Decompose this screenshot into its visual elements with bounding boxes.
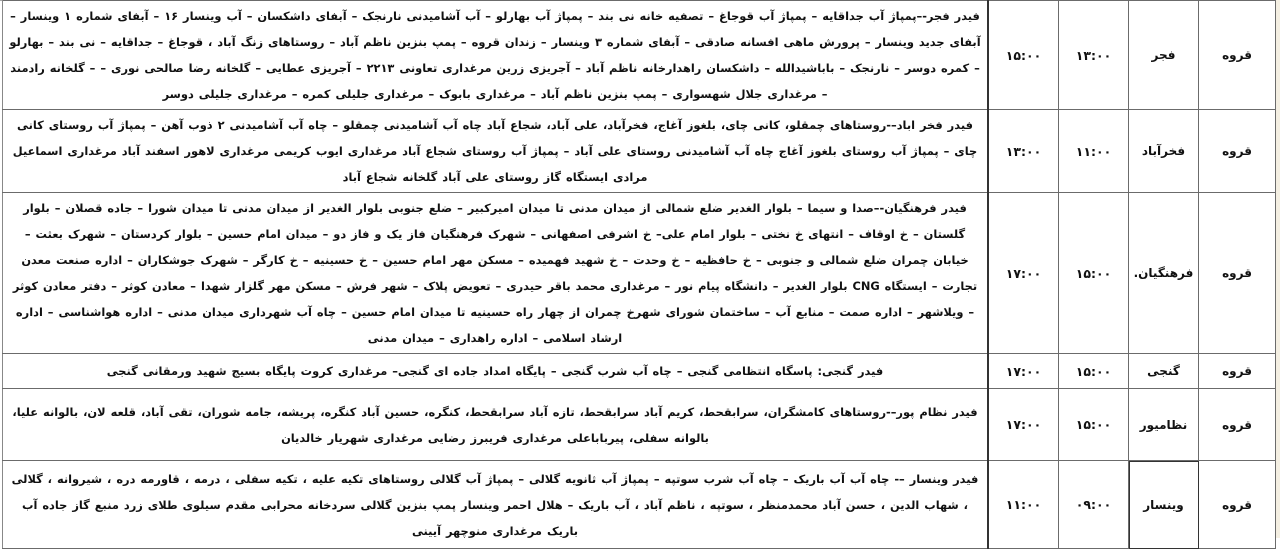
affected-areas-cell: فیدر فجر-–پمپاژ آب جداقایه – پمپاژ آب قوجاغ – تصفیه خانه نی بند – پمپاژ آب بهارلو – آب آشامیدنی نارنجک – آبفای داشکسان – آب وینسار ۱۶ – آبفای شماره ۱ وینسار – آبفای جدید وینسار – پرورش ماهی افسانه صادقی – آبفای شماره ۳ وینسار – زندان قروه – پمپ بنزین ناظم آباد – روستاهای زنگ آباد ، قوجاغ – جداقایه – نی بند – بهارلو – کمره دوسر – نارنجک – باباشیدالله – داشکسان راهدارخانه ناظم آباد – آجریزی زرین مرغداری تعاونی ۲۲۱۳ – آجریزی عطایی – گلخانه رضا صالحی نوری – – گلخانه رادمند – مرغداری جلال شهسواری – پمپ بنزین ناظم آباد – مرغداری بابوک – مرغداری جلیلی کمره – مرغداری جلیلی دوسر [3, 1, 989, 110]
end-time-cell: ۱۳:۰۰ [988, 110, 1059, 193]
city-cell: قروه [1199, 389, 1276, 461]
feeder-cell: فرهنگیان. [1129, 193, 1199, 354]
city-cell: قروه [1199, 110, 1276, 193]
feeder-cell: وینسار [1129, 461, 1199, 549]
feeder-cell: گنجی [1129, 354, 1199, 389]
start-time-cell: ۰۹:۰۰ [1059, 461, 1129, 549]
start-time-cell: ۱۵:۰۰ [1059, 193, 1129, 354]
affected-areas-cell: فیدر فرهنگیان-–صدا و سیما – بلوار الغدیر ضلع شمالی از میدان مدنی تا میدان امیرکبیر – ضلع جنوبی بلوار الغدیر از میدان مدنی تا میدان شورا – جاده قصلان – بلوار گلستان – خ اوقاف – انتهای خ نختی – بلوار امام علی– خ اشرفی اصفهانی – شهرک فرهنگیان فاز یک و فاز دو – میدان امام حسین – بلوار کردستان – شهرک بعثت – خیابان چمران ضلع شمالی و جنوبی – خ حافظیه – خ وحدت – خ شهید فهمیده – مسکن مهر امام حسین – خ حسینیه – خ کارگر – شهرک جوشکاران – اداره صنعت معدن تجارت – ایستگاه CNG بلوار الغدیر – دانشگاه پیام نور – مرغداری محمد باقر حیدری – تعویض پلاک – شهر فرش – مسکن مهر گلزار شهدا – معادن کوثر – دفتر معادن کوثر – ویلاشهر – اداره صمت – منابع آب – ساختمان شورای شهرخ چمران از چهار راه حسینیه تا میدان امام حسین – چاه آب شهرداری میدان مدنی – اداره هواشناسی – اداره ارشاد اسلامی – اداره راهداری – میدان مدنی [3, 193, 989, 354]
end-time-cell: ۱۷:۰۰ [988, 354, 1059, 389]
end-time-cell: ۱۷:۰۰ [988, 389, 1059, 461]
affected-areas-cell: فیدر فخر اباد–-روستاهای چمقلو، کانی چای، بلغوز آغاج، فخرآباد، علی آباد، شجاع آباد چاه آب آشامیدنی چمقلو – چاه آب آشامیدنی ۲ ذوب آهن – پمپاژ آب روستای کانی چای – پمپاژ آب روستای بلغوز آغاج چاه آب آشامیدنی روستای علی آباد – پمپاژ آب روستای شجاع آباد مرغداری ایوب کریمی مرغداری لاهور اسفند آباد مرغداری اسماعیل مرادی ایستگاه گاز روستای علی آباد گلخانه شجاع آباد [3, 110, 989, 193]
city-cell: قروه [1199, 461, 1276, 549]
outage-schedule-table [2, 0, 1276, 549]
table-row [3, 193, 1276, 354]
page-edge [1276, 0, 1280, 538]
end-time-cell: ۱۷:۰۰ [988, 193, 1059, 354]
start-time-cell: ۱۵:۰۰ [1059, 389, 1129, 461]
affected-areas-cell: فیدر گنجی: پاسگاه انتظامی گنجی – چاه آب شرب گنجی – پایگاه امداد جاده ای گنجی– مرغداری کروت پایگاه بسیج شهید ورمقانی گنجی [3, 354, 989, 389]
table-row [3, 1, 1276, 110]
feeder-cell: نظامیور [1129, 389, 1199, 461]
end-time-cell: ۱۱:۰۰ [988, 461, 1059, 549]
table-row [3, 354, 1276, 389]
feeder-cell: فخرآباد [1129, 110, 1199, 193]
affected-areas-cell: فیدر وینسار –- چاه آب آب باریک – چاه آب شرب سوتپه – پمپاژ آب ثانویه گلالی – پمپاژ آب گلالی روستاهای تکیه علیه ، تکیه سفلی ، درمه ، قاورمه دره ، شیروانه ، گلالی ، شهاب الدین ، حسن آباد محمدمنظر ، سوتپه ، ناظم آباد ، آب باریک – هلال احمر وینسار پمپ بنزین گلالی سردخانه محرابی مقدم سیلوی طلای زرد منبع گاز جاده آب باریک مرغداری منوچهر آیینی [3, 461, 989, 549]
start-time-cell: ۱۵:۰۰ [1059, 354, 1129, 389]
city-cell: قروه [1199, 193, 1276, 354]
affected-areas-cell: فیدر نظام پور–-روستاهای کامشگران، سرابقحط، کریم آباد سرابقحط، تازه آباد سرابقحط، کنگره، حسین آباد کنگره، پریشه، جامه شوران، تقی آباد، قلعه لان، بالوانه علیا، بالوانه سفلی، پیربابا‌علی مرغداری فریبرز رضایی مرغداری شهریار خالدیان [3, 389, 989, 461]
city-cell: قروه [1199, 354, 1276, 389]
city-cell: قروه [1199, 1, 1276, 110]
feeder-cell: فجر [1129, 1, 1199, 110]
table-row [3, 461, 1276, 549]
start-time-cell: ۱۳:۰۰ [1059, 1, 1129, 110]
start-time-cell: ۱۱:۰۰ [1059, 110, 1129, 193]
table-row [3, 389, 1276, 461]
end-time-cell: ۱۵:۰۰ [988, 1, 1059, 110]
table-row [3, 110, 1276, 193]
